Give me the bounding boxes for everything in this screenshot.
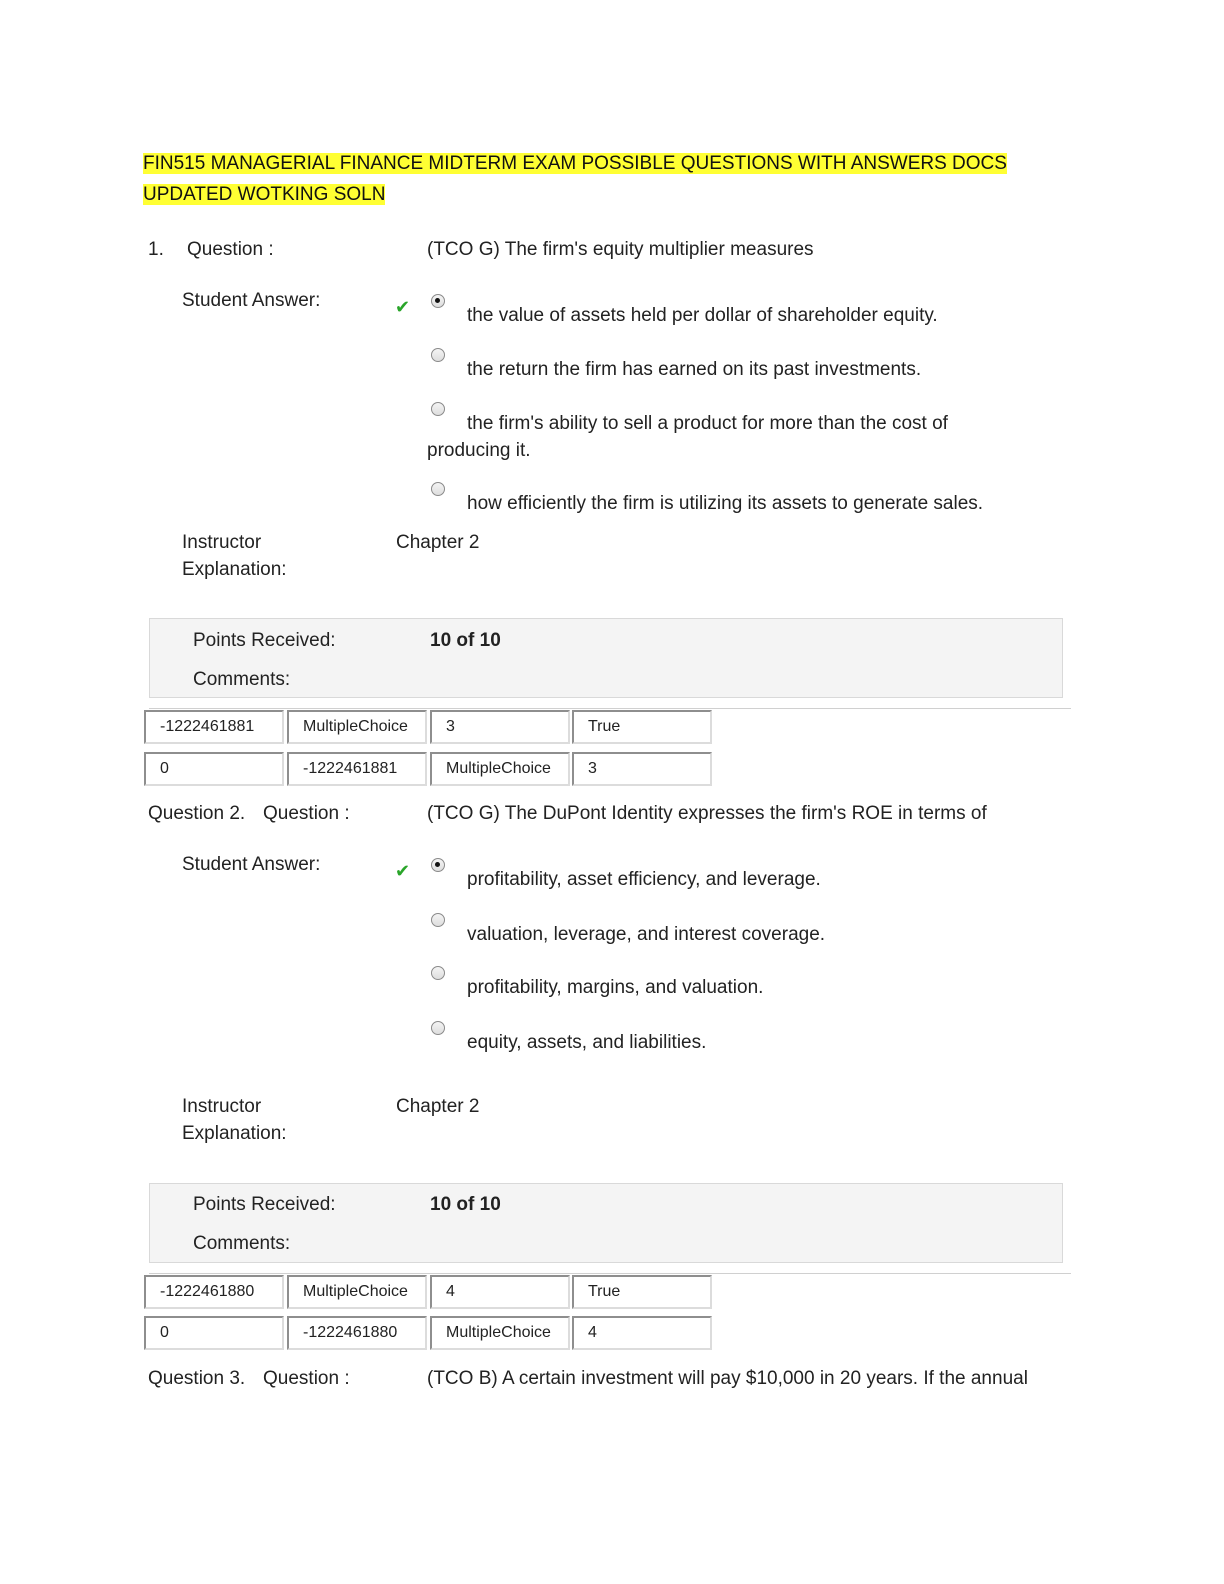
- q1-option-4-radio[interactable]: [431, 482, 445, 496]
- q1-table-r1-c3: 3: [430, 710, 570, 744]
- comments-label: Comments:: [193, 1233, 291, 1254]
- q2-table-r1-c2: MultipleChoice: [287, 1275, 427, 1309]
- explanation-label: Explanation:: [182, 559, 287, 580]
- q2-option-3-text: profitability, margins, and valuation.: [467, 977, 764, 998]
- instructor-label: Instructor: [182, 1096, 262, 1117]
- q1-option-4-text: how efficiently the firm is utilizing its assets to generate sales.: [467, 493, 984, 514]
- q1-option-3-radio[interactable]: [431, 402, 445, 416]
- q1-option-1-radio[interactable]: [431, 294, 445, 308]
- q2-table-r1-c1: -1222461880: [144, 1275, 284, 1309]
- separator: [149, 1273, 1071, 1274]
- q2-explanation-text: Chapter 2: [396, 1096, 480, 1117]
- correct-check-icon: ✔: [395, 297, 411, 317]
- question-2-label: Question :: [263, 803, 350, 824]
- student-answer-label: Student Answer:: [182, 290, 321, 311]
- q2-table-r1-c4: True: [572, 1275, 712, 1309]
- q2-table-r2-c3: MultipleChoice: [430, 1316, 570, 1350]
- comments-label: Comments:: [193, 669, 291, 690]
- q2-option-4-radio[interactable]: [431, 1021, 445, 1035]
- q1-option-2-radio[interactable]: [431, 348, 445, 362]
- question-1-number: 1.: [148, 239, 164, 260]
- q2-option-1-text: profitability, asset efficiency, and leverage.: [467, 869, 821, 890]
- q2-table-r1-c3: 4: [430, 1275, 570, 1309]
- q1-option-3-text: the firm's ability to sell a product for more than the cost of: [467, 413, 948, 434]
- q2-table-r2-c4: 4: [572, 1316, 712, 1350]
- q2-option-3-radio[interactable]: [431, 966, 445, 980]
- q1-option-3-continuation: producing it.: [427, 440, 531, 461]
- question-3-number: Question 3.: [148, 1368, 246, 1389]
- q2-table-r2-c1: 0: [144, 1316, 284, 1350]
- q1-table-r2-c4: 3: [572, 752, 712, 786]
- q1-table-r2-c2: -1222461881: [287, 752, 427, 786]
- q1-table-r1-c4: True: [572, 710, 712, 744]
- points-received-label: Points Received:: [193, 1194, 336, 1215]
- q2-option-2-text: valuation, leverage, and interest coverage.: [467, 924, 826, 945]
- question-2-text: (TCO G) The DuPont Identity expresses the firm's ROE in terms of: [427, 803, 987, 824]
- q1-explanation-text: Chapter 2: [396, 532, 480, 553]
- document-title: FIN515 MANAGERIAL FINANCE MIDTERM EXAM POSSIBLE QUESTIONS WITH ANSWERS DOCS UPDATED WOTKING SOLN: [143, 153, 1007, 205]
- student-answer-label: Student Answer:: [182, 854, 321, 875]
- question-1-text: (TCO G) The firm's equity multiplier measures: [427, 239, 814, 260]
- correct-check-icon: ✔: [395, 861, 411, 881]
- q2-table-r2-c2: -1222461880: [287, 1316, 427, 1350]
- q1-table-r1-c1: -1222461881: [144, 710, 284, 744]
- instructor-label: Instructor: [182, 532, 262, 553]
- separator: [149, 708, 1071, 709]
- q2-option-1-radio[interactable]: [431, 858, 445, 872]
- points-received-label: Points Received:: [193, 630, 336, 651]
- q1-option-1-text: the value of assets held per dollar of shareholder equity.: [467, 305, 938, 326]
- question-3-text: (TCO B) A certain investment will pay $10,000 in 20 years. If the annual: [427, 1368, 1028, 1389]
- q1-points-value: 10 of 10: [430, 630, 501, 651]
- explanation-label: Explanation:: [182, 1123, 287, 1144]
- q2-option-2-radio[interactable]: [431, 913, 445, 927]
- question-1-label: Question :: [187, 239, 274, 260]
- q1-table-r2-c3: MultipleChoice: [430, 752, 570, 786]
- question-3-label: Question :: [263, 1368, 350, 1389]
- question-2-number: Question 2.: [148, 803, 246, 824]
- q1-table-r1-c2: MultipleChoice: [287, 710, 427, 744]
- q2-points-value: 10 of 10: [430, 1194, 501, 1215]
- q1-option-2-text: the return the firm has earned on its past investments.: [467, 359, 922, 380]
- q2-option-4-text: equity, assets, and liabilities.: [467, 1032, 707, 1053]
- q1-table-r2-c1: 0: [144, 752, 284, 786]
